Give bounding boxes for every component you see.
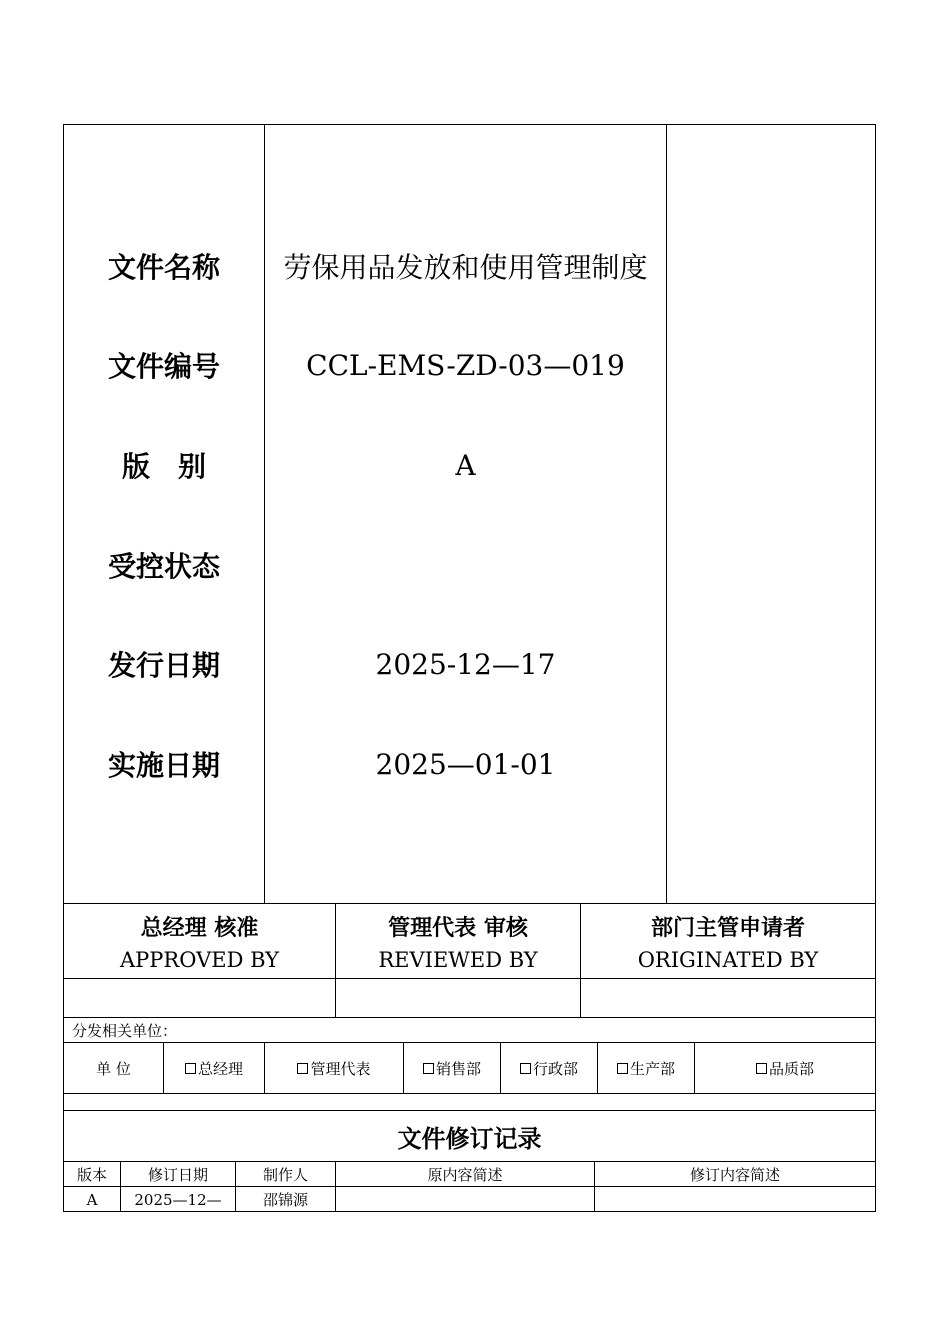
checkbox-icon[interactable]	[520, 1063, 531, 1074]
field-value-control-status	[265, 540, 666, 590]
unit-checkbox-sales[interactable]	[404, 1043, 500, 1093]
field-value-version: A	[455, 448, 476, 482]
checkbox-icon[interactable]	[617, 1063, 628, 1074]
revision-header-original: 原内容简述	[427, 1165, 503, 1184]
unit-label: 单 位	[96, 1059, 131, 1078]
revision-header-author: 制作人	[262, 1165, 308, 1184]
revision-cell-author: 邵锦源	[262, 1191, 308, 1209]
divider	[63, 1017, 876, 1018]
unit-name: 总经理	[197, 1059, 243, 1078]
checkbox-icon[interactable]	[756, 1063, 767, 1074]
divider	[63, 1093, 876, 1094]
revision-header-version: 版本	[76, 1165, 107, 1184]
signature-reviewed	[336, 904, 580, 978]
field-label-version: 版 别	[121, 450, 206, 483]
signature-originated	[581, 904, 875, 978]
signature-approved-en: APPROVED BY	[119, 947, 280, 972]
unit-checkbox-production[interactable]	[598, 1043, 694, 1093]
revision-cell-version: A	[86, 1190, 98, 1209]
unit-name: 品质部	[768, 1059, 814, 1078]
field-value-doc-number: CCL-EMS-ZD-03—019	[306, 348, 625, 382]
field-label-effective-date: 实施日期	[107, 749, 220, 782]
signature-approved-field[interactable]	[64, 979, 335, 1017]
unit-name: 生产部	[629, 1059, 675, 1078]
signature-reviewed-cn: 管理代表 审核	[388, 914, 528, 941]
distribution-label: 分发相关单位：	[72, 1021, 178, 1040]
unit-checkbox-admin[interactable]	[501, 1043, 597, 1093]
checkbox-icon[interactable]	[423, 1063, 434, 1074]
checkbox-icon[interactable]	[185, 1063, 196, 1074]
field-value-effective-date: 2025—01-01	[375, 747, 556, 781]
revision-cell-date: 2025—12—	[134, 1190, 222, 1209]
field-label-issue-date: 发行日期	[107, 649, 220, 682]
revision-cell-original	[336, 1187, 594, 1212]
field-value-issue-date: 2025-12—17	[375, 647, 556, 681]
checkbox-icon[interactable]	[297, 1063, 308, 1074]
signature-originated-field[interactable]	[581, 979, 875, 1017]
signature-approved-cn: 总经理 核准	[140, 914, 259, 941]
unit-checkbox-quality[interactable]	[695, 1043, 875, 1093]
unit-checkbox-general-manager[interactable]	[164, 1043, 264, 1093]
revision-cell-revised	[595, 1187, 875, 1212]
revision-title: 文件修订记录	[397, 1123, 542, 1153]
field-value-doc-name: 劳保用品发放和使用管理制度	[283, 251, 648, 284]
signature-reviewed-en: REVIEWED BY	[378, 947, 538, 972]
unit-checkbox-management-rep[interactable]	[265, 1043, 403, 1093]
field-label-doc-number: 文件编号	[107, 350, 220, 383]
unit-name: 管理代表	[310, 1059, 371, 1078]
unit-name: 行政部	[532, 1059, 578, 1078]
revision-header-revised: 修订内容简述	[689, 1165, 780, 1184]
unit-name: 销售部	[435, 1059, 481, 1078]
signature-approved	[64, 904, 335, 978]
signature-originated-en: ORIGINATED BY	[637, 947, 819, 972]
signature-originated-cn: 部门主管申请者	[650, 914, 805, 941]
field-label-control-status: 受控状态	[107, 550, 220, 583]
divider	[666, 124, 667, 903]
revision-header-date: 修订日期	[147, 1165, 208, 1184]
signature-reviewed-field[interactable]	[336, 979, 580, 1017]
field-label-doc-name: 文件名称	[107, 251, 220, 284]
